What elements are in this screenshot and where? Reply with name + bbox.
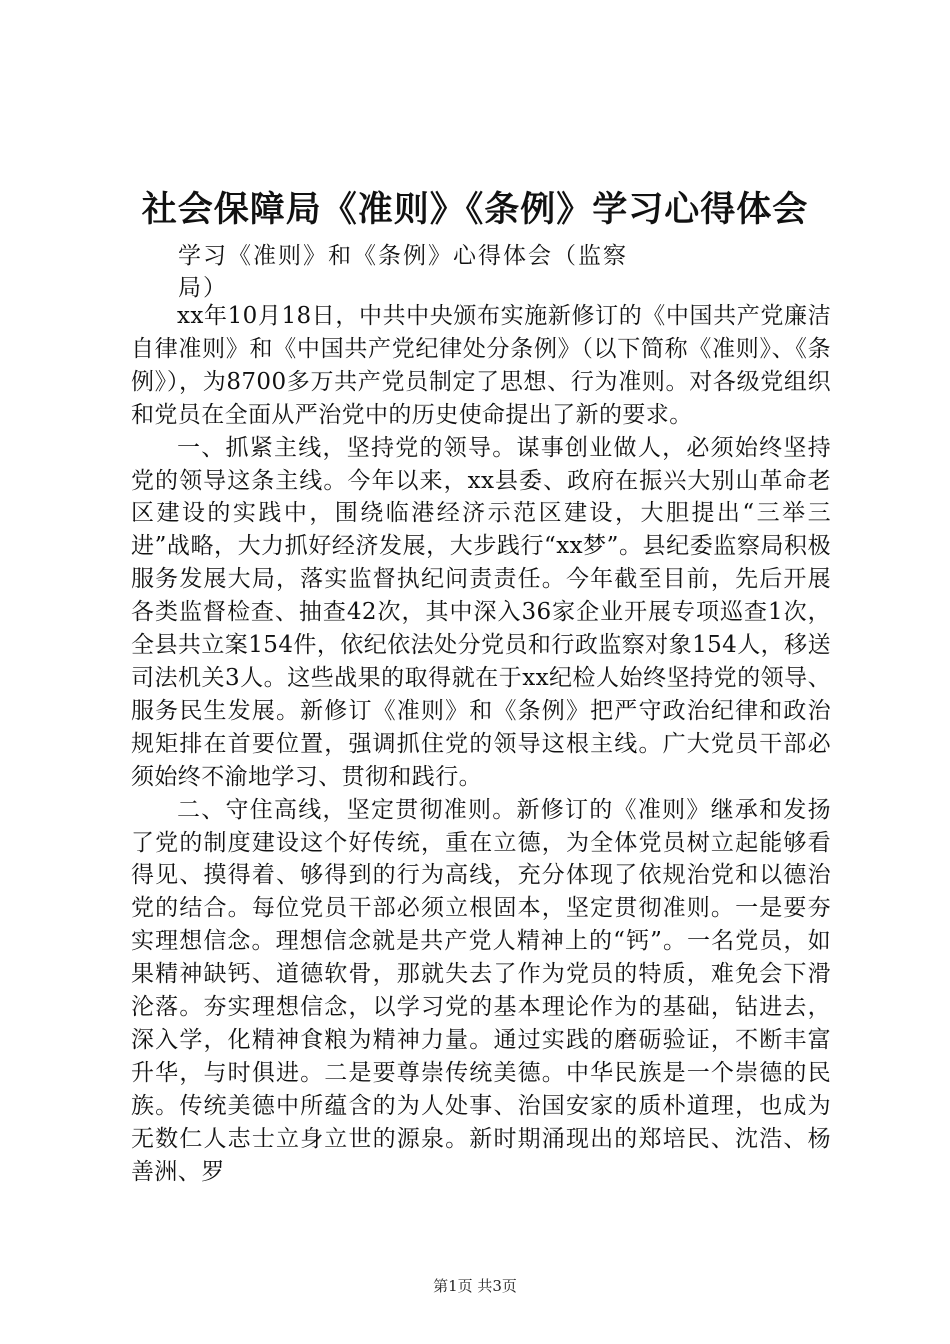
document-subtitle: 学习《准则》和《条例》心得体会（监察局） <box>178 243 628 301</box>
body-paragraph: xx年10月18日，中共中央颁布实施新修订的《中国共产党廉洁自律准则》和《中国共产党纪律处分条例》（以下简称《准则》、《条例》），为8700多万共产党员制定了思想、行为准则。对各级党组织和党员在全面从严治党中的历史使命提出了新的要求。 <box>131 303 831 428</box>
body-paragraph: 一、抓紧主线，坚持党的领导。谋事创业做人，必须始终坚持党的领导这条主线。今年以来，xx县委、政府在振兴大别山革命老区建设的实践中，围绕临港经济示范区建设，大胆提出“三举三进”战略，大力抓好经济发展，大步践行“xx梦”。县纪委监察局积极服务发展大局，落实监督执纪问责责任。今年截至目前，先后开展各类监督检查、抽查42次，其中深入36家企业开展专项巡查1次，全县共立案154件，依纪依法处分党员和行政监察对象154人，移送司法机关3人。这些战果的取得就在于xx纪检人始终坚持党的领导、服务民生发展。新修订《准则》和《条例》把严守政治纪律和政治规矩排在首要位置，强调抓住党的领导这根主线。广大党员干部必须始终不渝地学习、贯彻和践行。 <box>131 434 831 790</box>
document-body <box>131 300 831 1188</box>
page-footer: 第1页 共3页 <box>433 1277 517 1295</box>
document-title: 社会保障局《准则》《条例》学习心得体会 <box>141 190 809 230</box>
body-paragraph: 二、守住高线，坚定贯彻准则。新修订的《准则》继承和发扬了党的制度建设这个好传统，重在立德，为全体党员树立起能够看得见、摸得着、够得到的行为高线，充分体现了依规治党和以德治党的结合。每位党员干部必须立根固本，坚定贯彻准则。一是要夯实理想信念。理想信念就是共产党人精神上的“钙”。一名党员，如果精神缺钙、道德软骨，那就失去了作为党员的特质，难免会下滑沦落。夯实理想信念，以学习党的基本理论作为的基础，钻进去，深入学，化精神食粮为精神力量。通过实践的磨砺验证，不断丰富升华，与时俱进。二是要尊崇传统美德。中华民族是一个崇德的民族。传统美德中所蕴含的为人处事、治国安家的质朴道理，也成为无数仁人志士立身立世的源泉。新时期涌现出的郑培民、沈浩、杨善洲、罗 <box>131 796 831 1185</box>
